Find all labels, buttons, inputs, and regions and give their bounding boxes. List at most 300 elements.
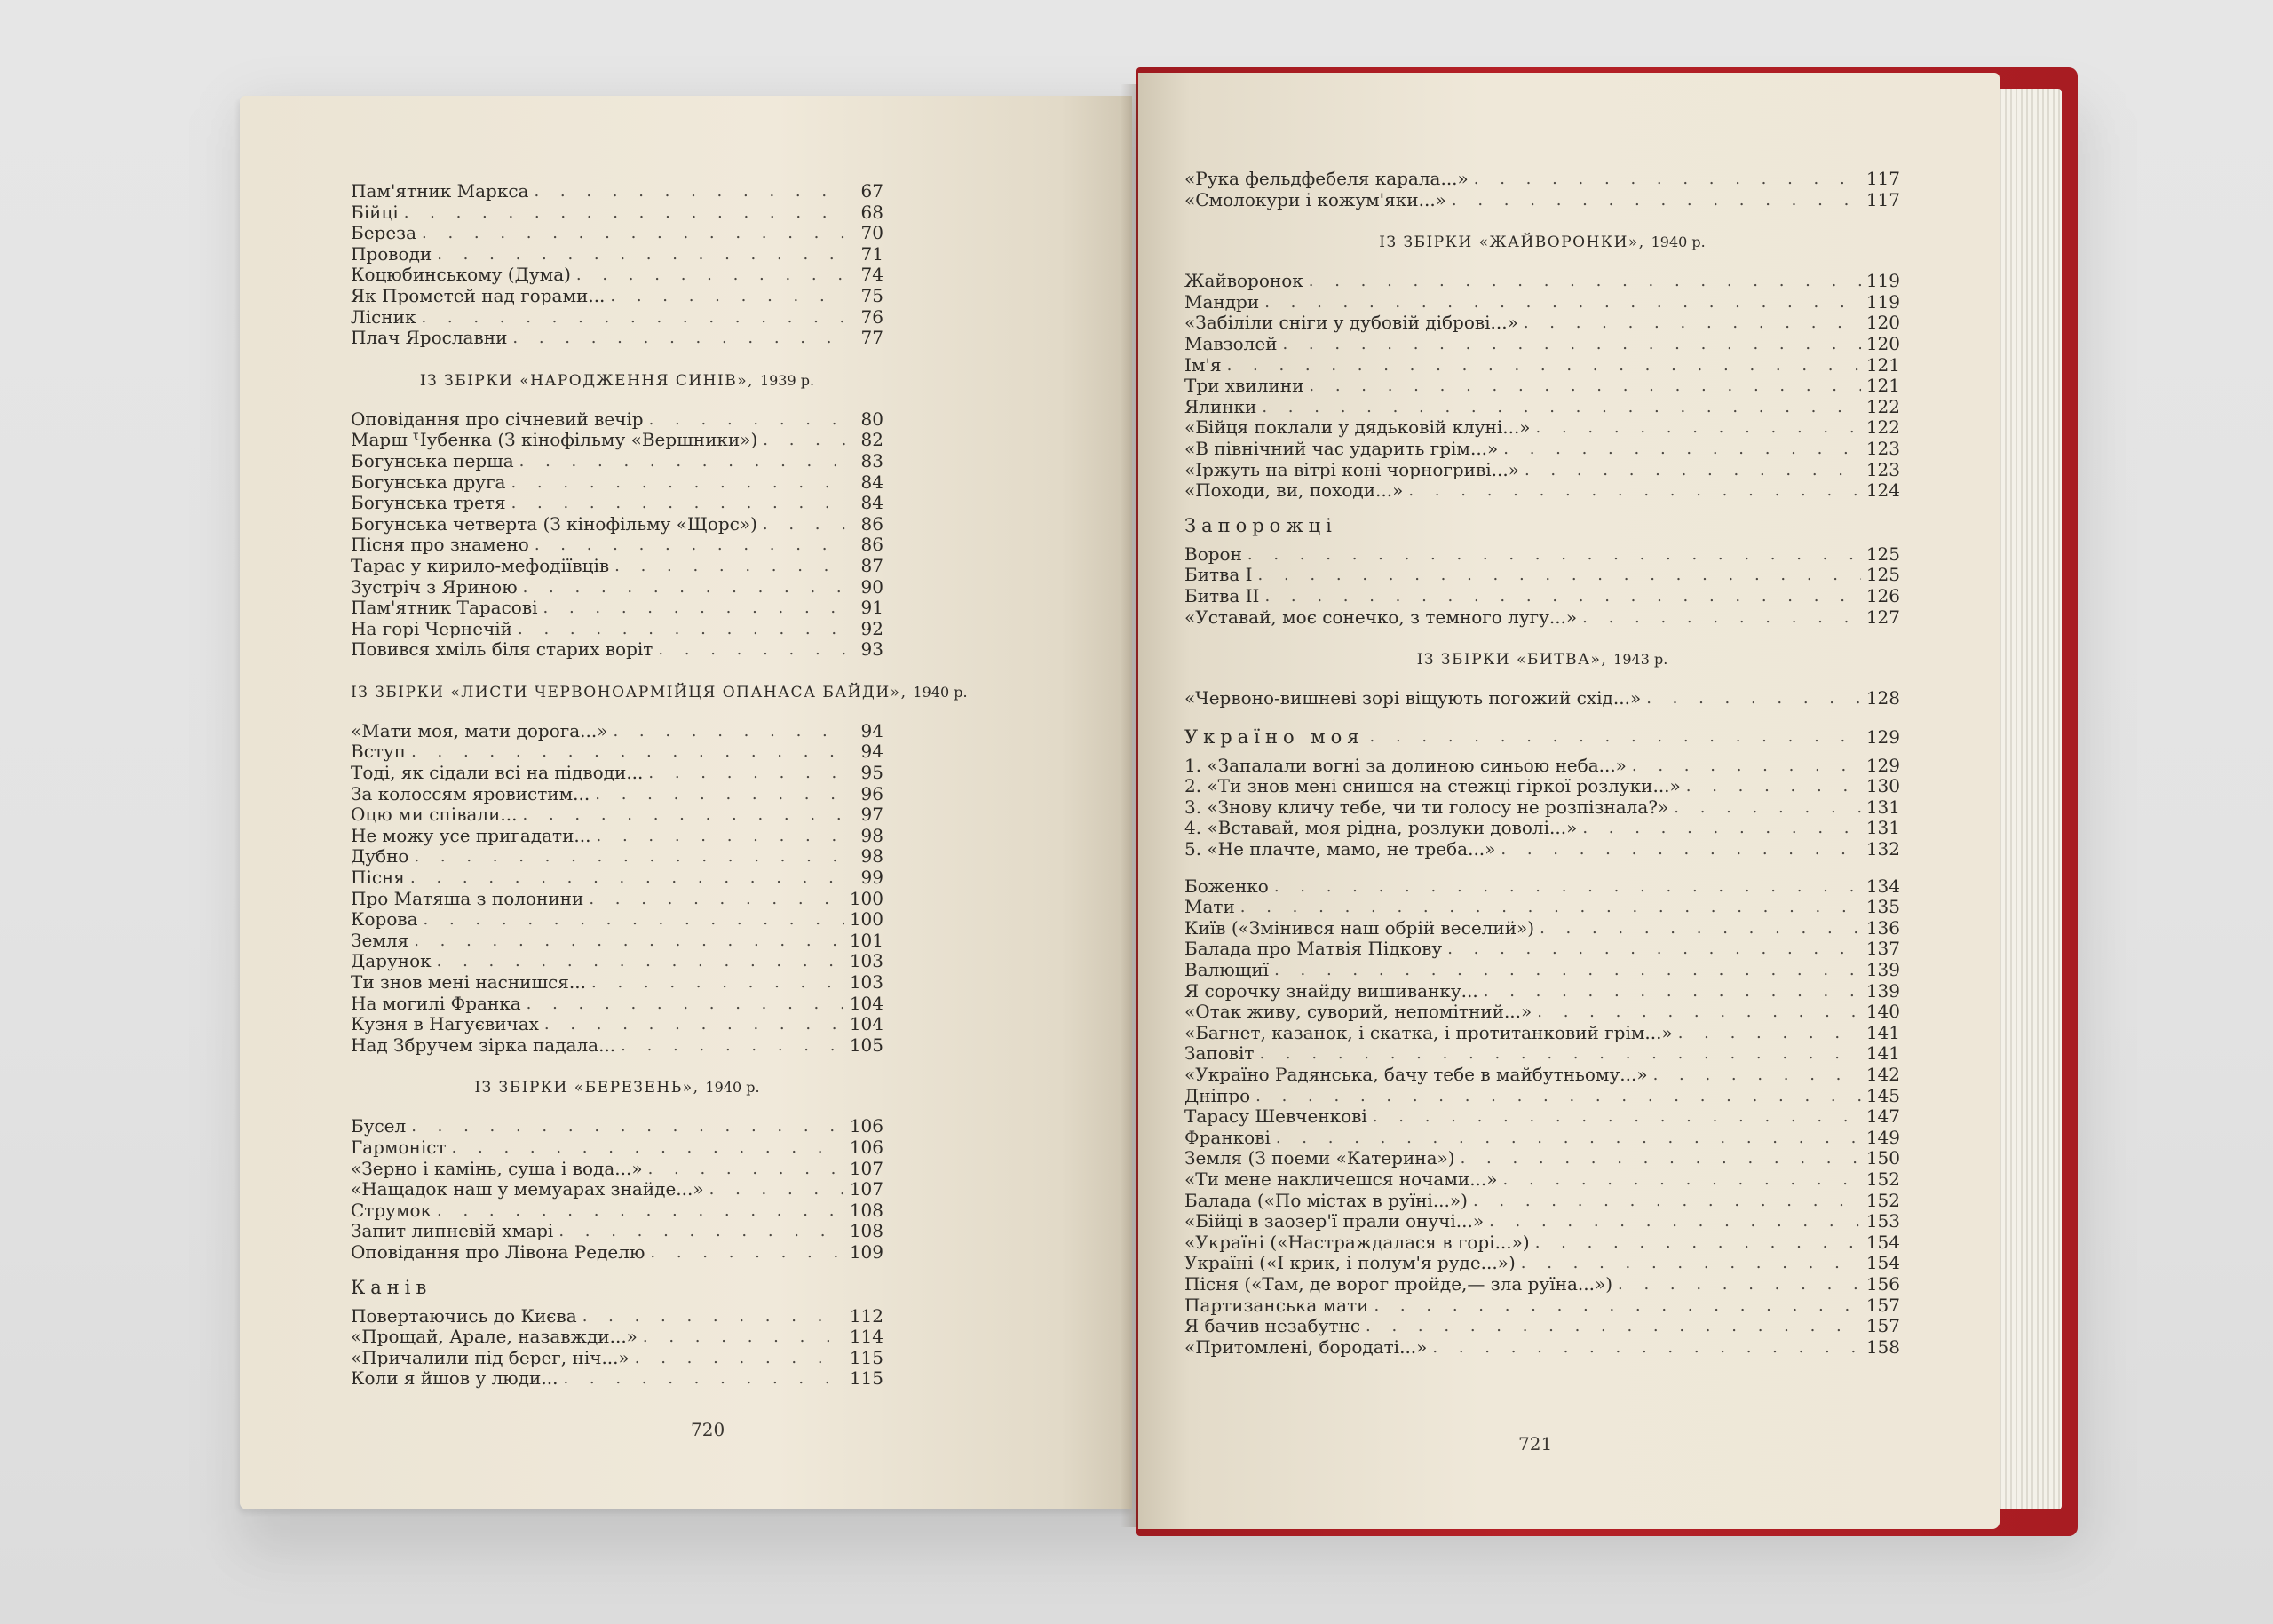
toc-leader-dots: [1264, 586, 1860, 607]
toc-entry-page: 67: [860, 180, 883, 202]
toc-entry: [351, 1306, 883, 1327]
toc-entry-title: Про Матяша з полонини: [351, 887, 584, 909]
toc-entry-page: 137: [1865, 938, 1900, 960]
toc-entry: [1184, 480, 1900, 502]
toc-entry: [1184, 1211, 1900, 1232]
toc-entry-page: 84: [860, 471, 883, 493]
toc-entry-title: Береза: [351, 222, 417, 244]
toc-entry-title: «Смолокури і кожум'яки...»: [1184, 188, 1446, 210]
toc-entry: [1184, 1065, 1900, 1086]
toc-entry: [1184, 1232, 1900, 1254]
toc-entry: [351, 1179, 883, 1200]
toc-entry-title: Над Збручем зірка падала...: [351, 1034, 616, 1056]
toc-entry: [1184, 918, 1900, 939]
toc-leader-dots: [518, 619, 846, 640]
toc-leader-dots: [404, 202, 846, 224]
toc-entry: [1184, 1337, 1900, 1359]
toc-entry-page: 130: [1865, 775, 1900, 797]
toc-entry-title: «Бійці в заозер'ї прали онучі...»: [1184, 1210, 1485, 1232]
toc-entry: [1184, 1148, 1900, 1169]
toc-entry-page: 108: [849, 1199, 883, 1221]
toc-entry-title: Ти знов мені наснишся...: [351, 971, 586, 993]
toc-entry-title: Дубно: [351, 845, 409, 867]
toc-entry: [1184, 818, 1900, 839]
toc-leader-dots: [511, 493, 846, 514]
section-heading: ІЗ ЗБІРКИ «НАРОДЖЕННЯ СИНІВ», 1939 р.: [419, 371, 815, 390]
toc-entry-title: Не можу усе пригадати...: [351, 824, 591, 846]
toc-entry-title: На могилі Франка: [351, 992, 521, 1014]
toc-leader-dots: [1461, 1148, 1861, 1169]
toc-entry-page: 139: [1865, 959, 1900, 981]
subheading: Запорожці: [1184, 514, 1337, 536]
toc-leader-dots: [643, 1327, 844, 1348]
left-page: [240, 96, 1132, 1509]
toc-entry-title: На горі Чернечій: [351, 617, 513, 639]
toc-entry-title: «Причалили під берег, ніч...»: [351, 1346, 630, 1368]
toc-entry-page: 101: [849, 929, 883, 951]
toc-leader-dots: [1632, 756, 1861, 777]
toc-entry-page: 80: [860, 408, 883, 430]
toc-entry: [1184, 1169, 1900, 1191]
toc-entry-page: 94: [860, 741, 883, 763]
toc-entry-page: 98: [860, 845, 883, 867]
toc-entry-page: 135: [1865, 896, 1900, 918]
toc-entry-title: Коцюбинському (Дума): [351, 264, 571, 286]
toc-entry: [1184, 376, 1900, 397]
toc-leader-dots: [1618, 1274, 1861, 1295]
toc-leader-dots: [613, 721, 846, 742]
toc-leader-dots: [1582, 607, 1861, 629]
toc-entry-page: 136: [1865, 916, 1900, 939]
toc-entry-page: 68: [860, 201, 883, 223]
toc-entry-page: 75: [860, 284, 883, 306]
toc-entry: [1184, 981, 1900, 1002]
toc-entry-page: 95: [860, 762, 883, 784]
toc-entry-page: 154: [1865, 1252, 1900, 1274]
toc-entry-title: Боженко: [1184, 875, 1269, 897]
toc-entry: [1184, 169, 1900, 190]
toc-entry: [1184, 355, 1900, 376]
toc-entry-title: 4. «Вставай, моя рідна, розлуки доволі...»: [1184, 817, 1578, 839]
toc-entry: [351, 1116, 883, 1137]
toc-leader-dots: [1474, 169, 1861, 190]
toc-leader-dots: [1373, 1106, 1861, 1128]
toc-leader-dots: [527, 994, 844, 1015]
toc-entry-title: Київ («Змінився наш обрій веселий»): [1184, 916, 1535, 939]
toc-entry: [351, 514, 883, 535]
toc-entry-title: «Зерно і камінь, суша і вода...»: [351, 1157, 643, 1179]
toc-entry-title: Як Прометей над горами...: [351, 284, 606, 306]
toc-entry-page: 100: [849, 887, 883, 909]
toc-entry: [1184, 756, 1900, 777]
toc-leader-dots: [1473, 1191, 1861, 1212]
toc-leader-dots: [1678, 1023, 1861, 1044]
toc-leader-dots: [576, 265, 846, 286]
toc-entry-title: «Червоно-вишневі зорі віщують погожий схід...»: [1184, 687, 1642, 709]
toc-entry-title: Земля (З поеми «Катерина»): [1184, 1147, 1455, 1169]
toc-entry-title: Коли я йшов у люди...: [351, 1367, 558, 1390]
toc-leader-dots: [1264, 292, 1861, 313]
toc-entry-title: Мандри: [1184, 290, 1260, 313]
toc-entry-page: 154: [1865, 1231, 1900, 1253]
toc-entry: [351, 493, 883, 514]
toc-leader-dots: [648, 763, 846, 784]
toc-entry-page: 123: [1865, 458, 1900, 480]
toc-entry-title: Корова: [351, 908, 418, 931]
toc-entry: [351, 1368, 883, 1390]
toc-entry: [1184, 417, 1900, 439]
toc-leader-dots: [709, 1179, 844, 1200]
toc-entry-title: Ворон: [1184, 543, 1242, 565]
toc-entry-page: 142: [1865, 1064, 1900, 1085]
toc-entry: [1184, 939, 1900, 960]
toc-entry-title: «В північний час ударить грім...»: [1184, 437, 1499, 459]
page-number: 721: [1518, 1433, 1553, 1454]
toc-leader-dots: [763, 430, 846, 451]
toc-entry-title: «Нащадок наш у мемуарах знайде...»: [351, 1178, 704, 1200]
toc-entry-title: Кузня в Нагуєвичах: [351, 1013, 539, 1035]
toc-entry-page: 125: [1865, 543, 1900, 565]
toc-entry: [351, 846, 883, 867]
toc-entry-title: Струмок: [351, 1199, 432, 1221]
toc-leader-dots: [410, 867, 846, 889]
toc-entry: [1184, 544, 1900, 566]
toc-entry-page: 157: [1865, 1294, 1900, 1316]
toc-entry-page: 147: [1865, 1105, 1900, 1128]
toc-entry: [351, 1327, 883, 1348]
toc-leader-dots: [614, 556, 846, 577]
toc-leader-dots: [1366, 1316, 1861, 1337]
toc-leader-dots: [411, 741, 846, 763]
toc-entry-page: 86: [860, 512, 883, 535]
toc-entry: [1184, 1023, 1900, 1044]
toc-entry-title: Я бачив незабутнє: [1184, 1315, 1361, 1337]
toc-entry-title: Проводи: [351, 242, 432, 265]
toc-leader-dots: [1309, 376, 1860, 397]
toc-group-c: [1184, 544, 1900, 628]
toc-entry: [1184, 439, 1900, 460]
toc-leader-dots: [1484, 981, 1861, 1002]
toc-leader-dots: [1653, 1065, 1861, 1086]
toc-entry-page: 121: [1865, 375, 1900, 397]
toc-entry: [351, 1014, 883, 1035]
toc-entry-title: Балада про Матвія Підкову: [1184, 938, 1443, 960]
toc-entry-page: 121: [1865, 353, 1900, 376]
toc-entry-page: 106: [849, 1115, 883, 1137]
toc-leader-dots: [597, 826, 847, 847]
toc-leader-dots: [523, 804, 847, 826]
toc-entry-page: 132: [1865, 838, 1900, 860]
toc-leader-dots: [437, 244, 846, 265]
toc-entry-title: Тоді, як сідали всі на підводи...: [351, 762, 644, 784]
toc-entry-title: Тарас у кирило-мефодіївців: [351, 554, 610, 576]
toc-entry-page: 124: [1865, 479, 1900, 502]
toc-entry: [1184, 1316, 1900, 1337]
toc-entry-page: 107: [849, 1178, 883, 1200]
toc-entry-title: Битва II: [1184, 584, 1260, 606]
toc-leader-dots: [1582, 818, 1860, 839]
toc-entry-page: 115: [849, 1367, 883, 1390]
toc-leader-dots: [1503, 1169, 1861, 1191]
toc-entry: [1184, 334, 1900, 355]
toc-leader-dots: [1309, 271, 1861, 292]
toc-entry: [1184, 960, 1900, 981]
toc-entry-title: Бійці: [351, 201, 399, 223]
toc-entry-title: «Забіліли сніги у дубовій діброві...»: [1184, 312, 1518, 334]
toc-entry-title: «Бійця поклали у дядьковій клуні...»: [1184, 416, 1531, 439]
toc-entry: [1184, 1191, 1900, 1212]
toc-entry-title: Балада («По містах в руїні...»): [1184, 1189, 1468, 1211]
toc-entry-title: Пам'ятник Тарасові: [351, 597, 538, 619]
toc-leader-dots: [414, 931, 844, 952]
toc-entry-title: Битва I: [1184, 564, 1253, 586]
toc-entry-title: 3. «Знову кличу тебе, чи ти голосу не розпізнала?»: [1184, 796, 1669, 818]
toc-entry: [351, 409, 883, 431]
toc-entry: [351, 826, 883, 847]
toc-leader-dots: [421, 307, 846, 329]
toc-entry-page: 117: [1865, 168, 1900, 189]
toc-leader-dots: [1276, 1128, 1861, 1149]
toc-leader-dots: [1501, 839, 1860, 860]
toc-leader-dots: [621, 1035, 844, 1057]
toc-entry: [351, 951, 883, 972]
toc-leader-dots: [1525, 460, 1861, 481]
toc-entry-page: 103: [849, 950, 883, 972]
toc-entry: [1184, 190, 1900, 211]
toc-leader-dots: [523, 577, 846, 598]
toc-entry-title: Ялинки: [1184, 395, 1257, 417]
toc-leader-dots: [411, 1116, 844, 1137]
toc-entry-title: Оцю ми співали...: [351, 804, 518, 826]
toc-group-f: [1184, 876, 1900, 1359]
toc-leader-dots: [591, 972, 844, 994]
toc-entry-title: Богунська перша: [351, 449, 514, 471]
toc-entry: [1184, 607, 1900, 629]
toc-entry-page: 126: [1865, 584, 1900, 606]
toc-leader-dots: [1408, 480, 1860, 502]
toc-entry-page: 117: [1865, 188, 1900, 210]
toc-leader-dots: [452, 1137, 844, 1159]
toc-leader-dots: [1274, 876, 1861, 898]
toc-entry-page: 109: [849, 1240, 883, 1263]
toc-entry-page: 119: [1865, 270, 1900, 292]
toc-entry-title: Повертаючись до Києва: [351, 1304, 577, 1327]
toc-entry: [1184, 839, 1900, 860]
toc-entry-title: «Уставай, моє сонечко, з темного лугу...»: [1184, 606, 1578, 628]
toc-entry: [351, 202, 883, 224]
subheading: Канів: [351, 1276, 432, 1298]
toc-entry: [351, 286, 883, 307]
toc-entry-title: Гармоніст: [351, 1136, 447, 1158]
toc-entry: [351, 1200, 883, 1222]
toc-entry-title: Дніпро: [1184, 1084, 1251, 1106]
toc-entry-page: 94: [860, 719, 883, 741]
toc-entry-page: 149: [1865, 1126, 1900, 1148]
toc-entry-page: 150: [1865, 1147, 1900, 1169]
toc-entry-title: Богунська друга: [351, 471, 506, 493]
toc-entry: [351, 619, 883, 640]
toc-entry: [1184, 292, 1900, 313]
toc-leader-dots: [1536, 417, 1861, 439]
toc-entry-page: 84: [860, 492, 883, 514]
toc-leader-dots: [1447, 939, 1861, 960]
toc-entry-title: «Походи, ви, походи...»: [1184, 479, 1404, 502]
toc-entry: [351, 639, 883, 661]
toc-entry-title: Жайворонок: [1184, 270, 1303, 292]
toc-entry-page: 99: [860, 867, 883, 889]
toc-entry: [351, 1137, 883, 1159]
toc-leader-dots: [589, 889, 844, 910]
toc-entry-title: «Притомлені, бородаті...»: [1184, 1335, 1428, 1358]
toc-leader-dots: [650, 1242, 843, 1264]
toc-leader-dots: [1540, 918, 1861, 939]
toc-group-d: [1184, 688, 1900, 709]
toc-entry: [351, 244, 883, 265]
toc-entry: [351, 1348, 883, 1369]
toc-entry-page: 120: [1865, 332, 1900, 354]
toc-entry: [351, 535, 883, 556]
toc-entry: [1184, 1128, 1900, 1149]
toc-group-d: [351, 1116, 883, 1263]
toc-entry: [1184, 565, 1900, 586]
toc-entry: [1184, 1043, 1900, 1065]
toc-leader-dots: [649, 409, 846, 431]
toc-leader-dots: [543, 598, 846, 619]
toc-entry-page: 83: [860, 449, 883, 471]
toc-entry-title: «Україні («Настраждалася в горі...»): [1184, 1231, 1530, 1253]
toc-entry: [351, 451, 883, 472]
toc-entry-page: 77: [860, 327, 883, 349]
toc-entry: [351, 430, 883, 451]
toc-leader-dots: [1274, 960, 1861, 981]
toc-entry-page: 157: [1865, 1315, 1900, 1337]
toc-entry-title: «Отак живу, суворий, непомітний...»: [1184, 1001, 1532, 1023]
toc-entry-page: 131: [1865, 796, 1900, 818]
toc-entry-page: 87: [860, 554, 883, 576]
toc-entry-page: 152: [1865, 1168, 1900, 1190]
toc-leader-dots: [1255, 1086, 1861, 1107]
toc-leader-dots: [1524, 313, 1861, 334]
toc-entry-page: 96: [860, 782, 883, 804]
toc-leader-dots: [519, 451, 846, 472]
toc-leader-dots: [658, 639, 846, 661]
toc-entry-page: 134: [1865, 875, 1900, 897]
toc-leader-dots: [437, 1200, 844, 1222]
toc-entry: [351, 328, 883, 349]
toc-leader-dots: [544, 1014, 844, 1035]
toc-leader-dots: [1503, 439, 1861, 460]
toc-leader-dots: [1535, 1232, 1861, 1254]
toc-leader-dots: [422, 223, 846, 244]
toc-entry-page: 90: [860, 575, 883, 598]
toc-entry-title: Пам'ятник Маркса: [351, 180, 529, 202]
toc-leader-dots: [1374, 1295, 1860, 1317]
toc-entry: [351, 1242, 883, 1264]
toc-entry-title: «Прощай, Арале, назавжди...»: [351, 1326, 638, 1348]
page-number: 720: [691, 1419, 725, 1440]
toc-entry: [1184, 688, 1900, 709]
toc-entry: [351, 867, 883, 889]
section-heading: ІЗ ЗБІРКИ «ЛИСТИ ЧЕРВОНОАРМІЙЦЯ ОПАНАСА БАЙДИ», 1940 р.: [351, 683, 968, 701]
toc-entry-page: 145: [1865, 1084, 1900, 1106]
left-toc: [351, 180, 968, 1390]
toc-leader-dots: [1258, 565, 1861, 586]
toc-group-c: [351, 721, 883, 1057]
toc-entry-page: 156: [1865, 1272, 1900, 1295]
toc-entry-title: Валющиї: [1184, 959, 1270, 981]
toc-entry-title: Україні («І крик, і полум'я руде...»): [1184, 1252, 1516, 1274]
toc-entry: [1184, 1253, 1900, 1274]
toc-entry-title: Пісня про знамено: [351, 534, 529, 556]
toc-leader-dots: [1521, 1253, 1861, 1274]
toc-group-a: [1184, 169, 1900, 210]
toc-entry-page: 92: [860, 617, 883, 639]
toc-leader-dots: [610, 286, 846, 307]
section-heading: ІЗ ЗБІРКИ «БИТВА», 1943 р.: [1416, 651, 1668, 669]
toc-entry-title: 2. «Ти знов мені снишся на стежці гіркої розлуки...»: [1184, 775, 1681, 797]
toc-group-e: [351, 1306, 883, 1390]
toc-entry: [351, 472, 883, 494]
toc-leader-dots: [424, 909, 844, 931]
toc-leader-dots: [1247, 544, 1861, 566]
toc-entry: [1184, 1295, 1900, 1317]
toc-entry-page: 120: [1865, 312, 1900, 334]
toc-entry-title: Я сорочку знайду вишиванку...: [1184, 979, 1478, 1002]
toc-entry-page: 103: [849, 971, 883, 993]
toc-entry-title: Марш Чубенка (З кінофільму «Вершники»): [351, 429, 758, 451]
toc-entry: [351, 1159, 883, 1180]
toc-group-e: [1184, 756, 1900, 860]
toc-entry: [1184, 586, 1900, 607]
toc-entry: [351, 1035, 883, 1057]
toc-entry-title: «Іржуть на вітрі коні чорногриві...»: [1184, 458, 1519, 480]
section-heading: ІЗ ЗБІРКИ «БЕРЕЗЕНЬ», 1940 р.: [474, 1079, 760, 1097]
toc-entry-title: Пісня: [351, 867, 405, 889]
toc-leader-dots: [635, 1348, 844, 1369]
toc-leader-dots: [558, 1221, 844, 1242]
toc-entry-title: Мати: [1184, 896, 1235, 918]
toc-entry: [1184, 1274, 1900, 1295]
toc-entry-page: 74: [860, 264, 883, 286]
toc-entry-page: 115: [849, 1346, 883, 1368]
toc-entry-page: 122: [1865, 395, 1900, 417]
toc-entry: [351, 931, 883, 952]
toc-entry-title: Мавзолей: [1184, 332, 1278, 354]
toc-entry-title: «Мати моя, мати дорога...»: [351, 719, 608, 741]
toc-entry-title: 1. «Запалали вогні за долиною синьою неба...»: [1184, 754, 1627, 776]
toc-entry-page: 105: [849, 1034, 883, 1056]
toc-entry-page: 114: [849, 1326, 883, 1348]
toc-entry-page: 104: [849, 1013, 883, 1035]
toc-entry-page: 122: [1865, 416, 1900, 439]
toc-entry-page: 141: [1865, 1021, 1900, 1043]
toc-entry: [1184, 313, 1900, 334]
toc-entry-title: Партизанська мати: [1184, 1294, 1369, 1316]
toc-leader-dots: [437, 951, 844, 972]
toc-entry-title: Заповіт: [1184, 1042, 1255, 1065]
toc-entry: [351, 223, 883, 244]
right-toc: [1184, 169, 1900, 1358]
toc-entry-title: Земля: [351, 929, 409, 951]
toc-leader-dots: [1262, 397, 1860, 418]
toc-entry-title: Повився хміль біля старих воріт: [351, 638, 653, 661]
toc-entry: [351, 181, 883, 202]
toc-entry-page: 76: [860, 305, 883, 328]
toc-entry-page: 104: [849, 992, 883, 1014]
toc-entry: [351, 721, 883, 742]
toc-leader-dots: [1646, 688, 1861, 709]
subheading-row: Україно моя . . . 129: [1184, 725, 1900, 749]
